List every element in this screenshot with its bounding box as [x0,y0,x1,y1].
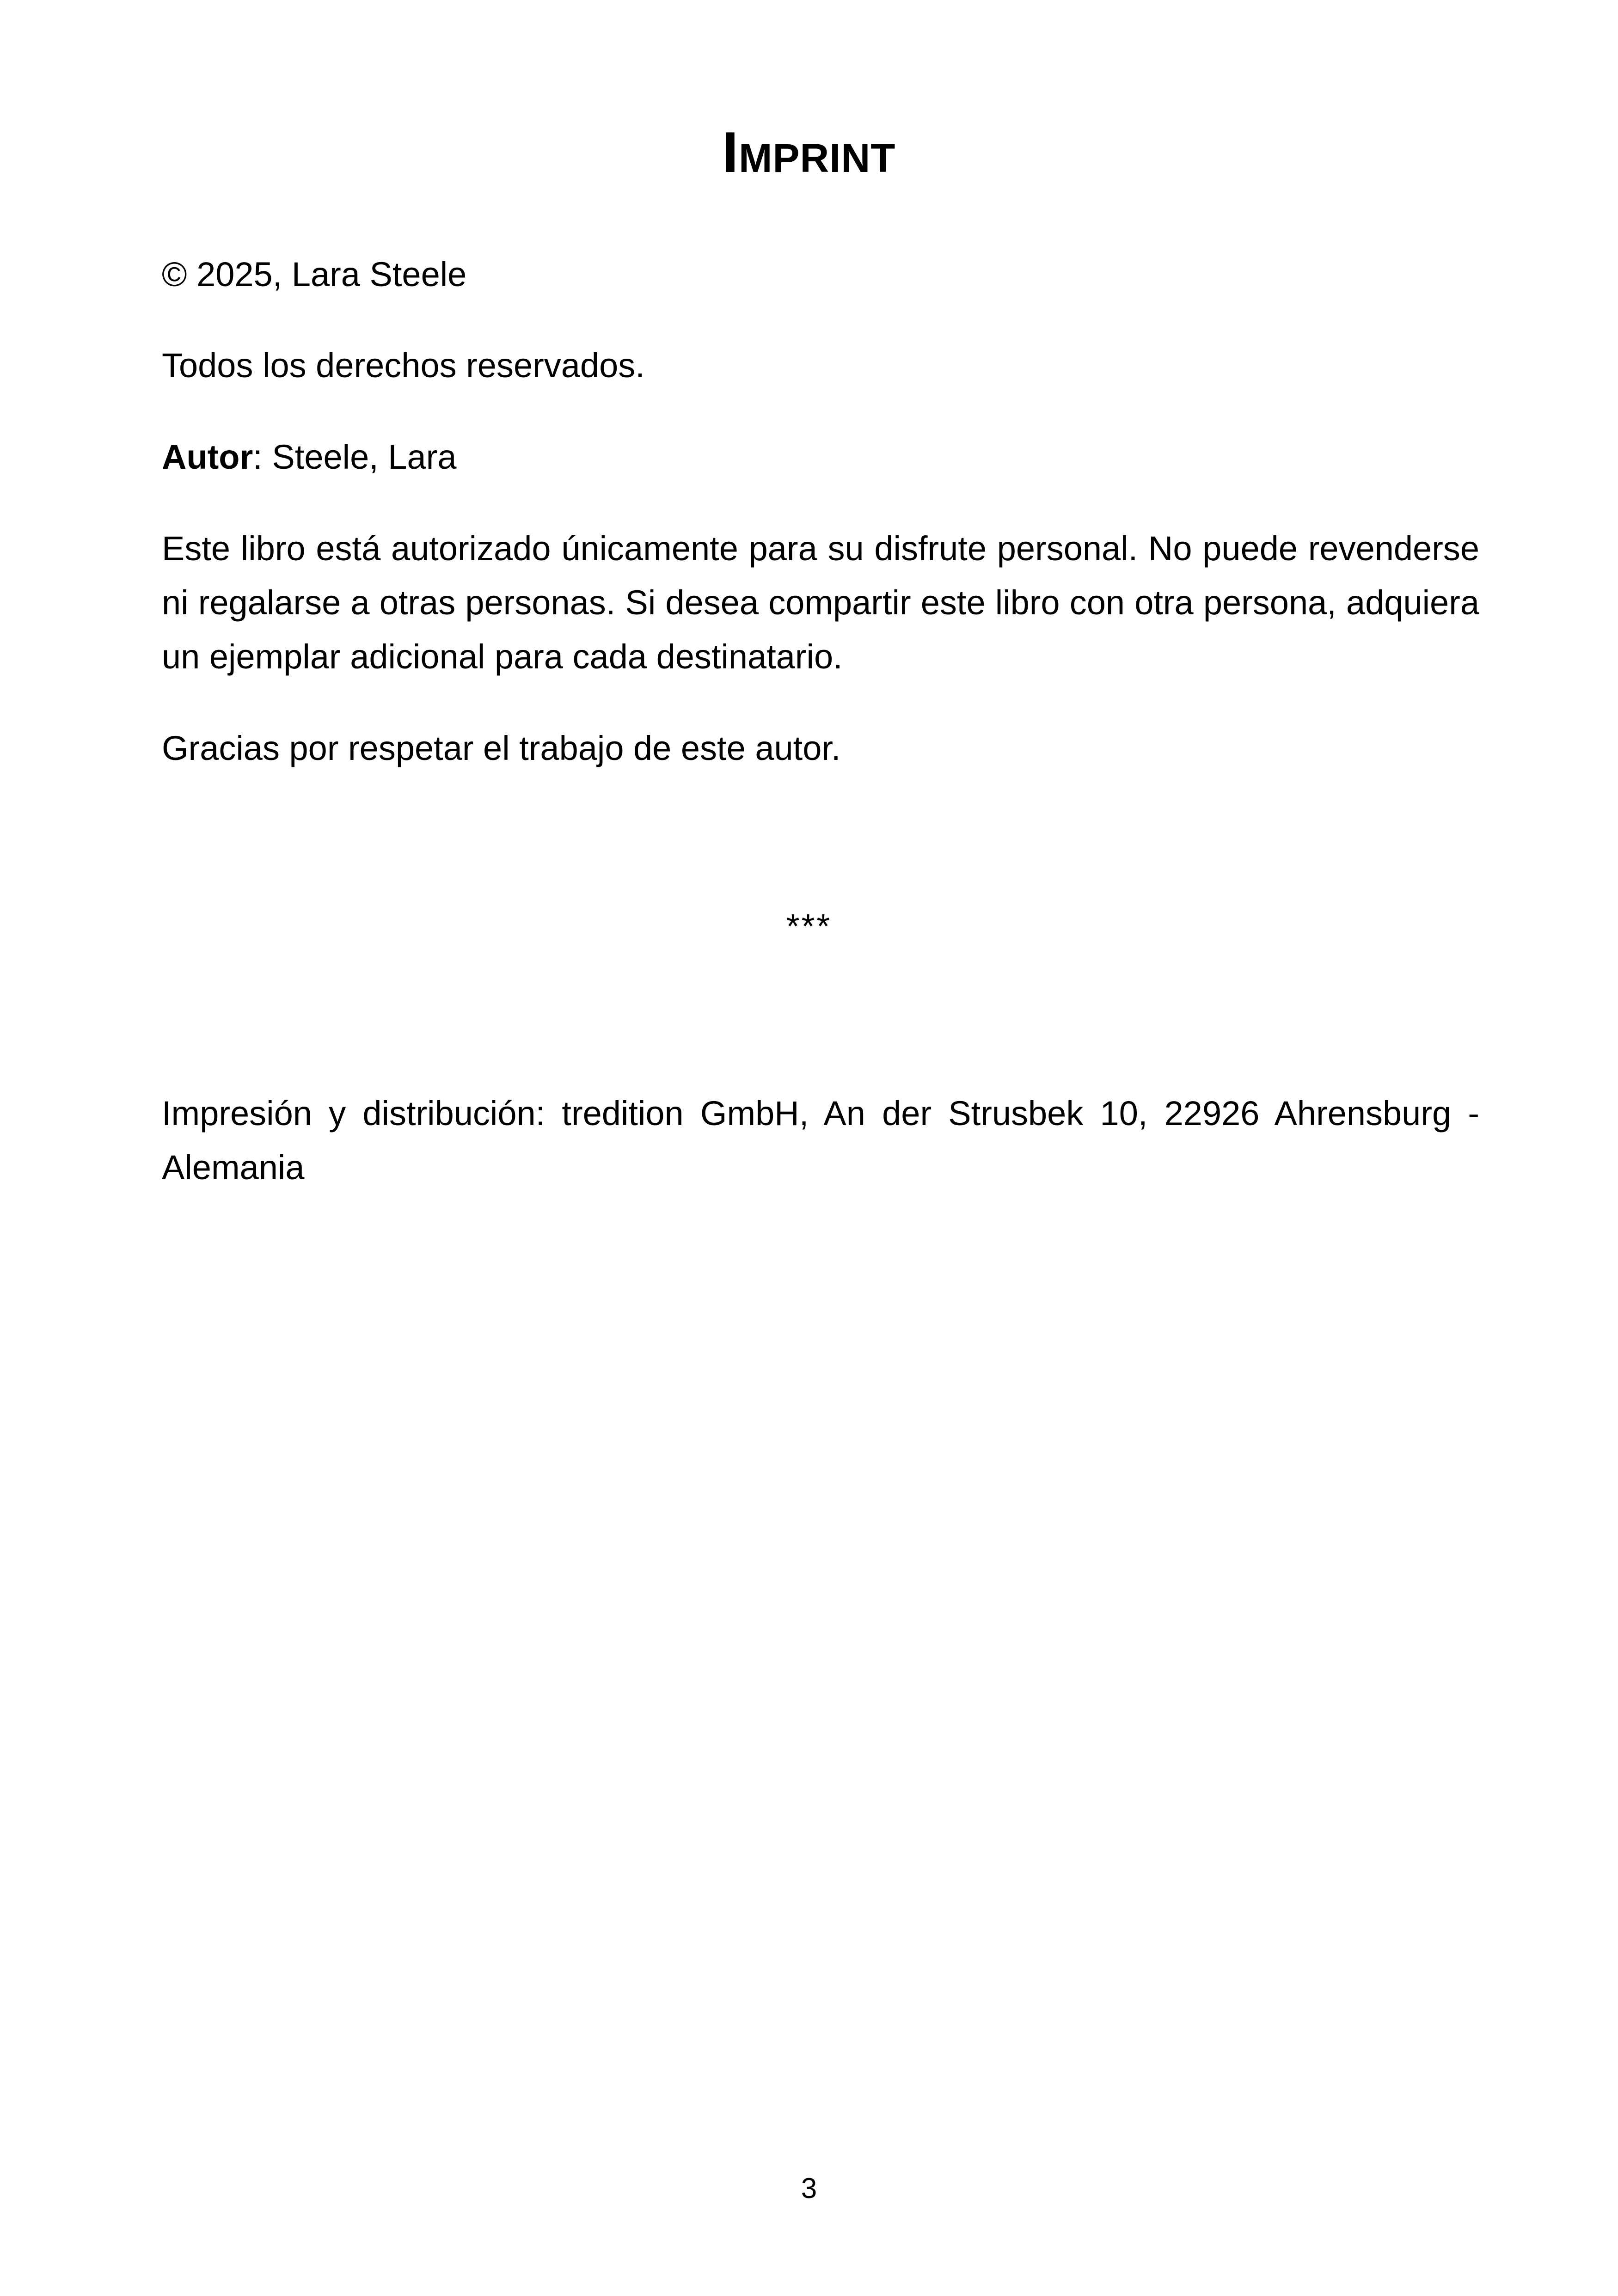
author-line [162,430,1479,484]
thanks-line: Gracias por respetar el trabajo de este autor. [162,729,841,767]
page-number: 3 [801,2173,817,2204]
author-value: Steele, Lara [272,438,457,476]
printing-paragraph: Impresión y distribución: tredition GmbH, An der Strusbek 10, 22926 Ahrensburg - Alemania [162,1094,1479,1187]
rights-line: Todos los derechos reservados. [162,346,645,385]
copyright-line: © 2025, Lara Steele [162,255,467,294]
author-label: Autor [162,438,253,476]
license-paragraph: Este libro está autorizado únicamente para su disfrute personal. No puede revenderse ni regalarse a otras personas. Si desea compartir este libro con otra persona, adquiera un ejemplar adicional para cada destinatario. [162,529,1479,676]
section-separator: *** [786,907,832,945]
author-separator: : [253,438,272,476]
page-title: Imprint [722,121,896,184]
